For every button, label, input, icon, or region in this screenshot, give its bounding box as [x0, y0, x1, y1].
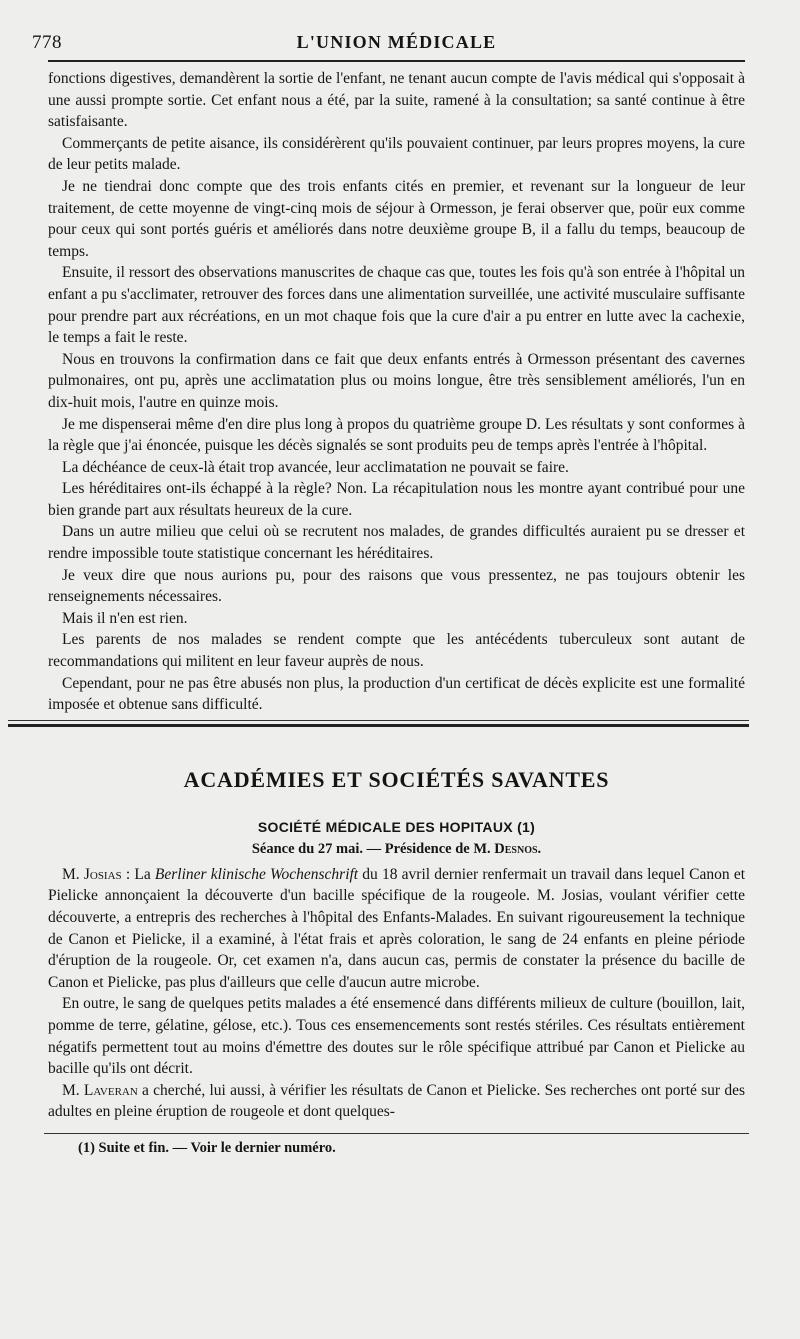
paragraph: fonctions digestives, demandèrent la sortie de l'enfant, ne tenant aucun compte de l'avis médical qui s'opposait à une aussi prompte sortie. Cet enfant nous a été, par la suite, ramené à la consultation; sa santé continue à être satisfaisante. [48, 70, 745, 131]
paragraph: Les parents de nos malades se rendent compte que les antécédents tuberculeux sont autant de recommandations qui militent en leur faveur auprès de nous. [48, 631, 745, 671]
seance-president: Desnos. [494, 840, 542, 857]
text-run: : La [121, 865, 155, 883]
paragraph: Nous en trouvons la confirmation dans ce fait que deux enfants entrés à Ormesson présentant des cavernes pulmonaires, ont pu, après une acclimatation plus ou moins longue, être très sensiblement améliorés, l'un en dix-huit mois, l'autre en quinze mois. [48, 350, 745, 411]
paragraph: Ensuite, il ressort des observations manuscrites de chaque cas que, toutes les fois qu'à son entrée à l'hôpital un enfant a pu s'acclimater, retrouver des forces dans une alimentation surveillée, une activité musculaire suffisante pour prendre part aux récréations, en un mot chaque fois que la cure d'air a pu entrer en lutte avec la cachexie, le temps a fait le reste. [48, 264, 745, 347]
journal-title: L'UNION MÉDICALE [296, 32, 497, 52]
page-number: 778 [32, 32, 62, 53]
paragraph: Je ne tiendrai donc compte que des trois enfants cités en premier, et revenant sur la longueur de leur traitement, de cette moyenne de vingt-cinq mois de séjour à Ormesson, je ferai observer que, poür eux comme pour ceux qui sont portés guéris et améliorés dans notre deuxième groupe B, il a fallu du temps, beaucoup de temps. [48, 177, 745, 260]
seance-line [48, 841, 745, 858]
paragraph: Dans un autre milieu que celui où se recrutent nos malades, de grandes difficultés auraient pu se dresser et rendre impossible toute statistique concernant les héréditaires. [48, 523, 745, 563]
seance-prefix: Séance du 27 mai. — Présidence de M. [251, 840, 491, 857]
paragraph: Je me dispenserai même d'en dire plus long à propos du quatrième groupe D. Les résultats y sont conformes à la règle que j'ai énoncée, puisque les décès signalés se sont produits peu de temps après l'entrée à l'hôpital. [48, 415, 745, 455]
society-title: SOCIÉTÉ MÉDICALE DES HOPITAUX (1) [257, 818, 536, 835]
text-run: a cherché, lui aussi, à vérifier les résultats de Canon et Pielicke. Ses recherches ont porté sur des adultes en pleine éruption de rougeole et dont quelques- [48, 1081, 745, 1121]
paragraph: Cependant, pour ne pas être abusés non plus, la production d'un certificat de décès explicite est une formalité imposée et obtenue sans difficulté. [48, 674, 745, 714]
article-body [48, 68, 745, 716]
paragraph: La déchéance de ceux-là était trop avancée, leur acclimatation ne pouvait se faire. [62, 458, 569, 476]
journal-name: Berliner klinische Wochenschrift [154, 865, 359, 883]
text-run: du 18 avril dernier renfermait un travail dans lequel Canon et Pielicke annonçaient la découverte d'un bacille spécifique de la rougeole. M. Josias, voulant vérifier cette découverte, a entrepris des recherches à l'hôpital des Enfants-Malades. En suivant rigoureusement la technique de Canon et Pielicke, il a examiné, à l'état frais et après coloration, le sang de 24 enfants en pleine période d'éruption de la rougeole. Or, cet examen n'a, dans aucun cas, permis de constater la présence du bacille de Canon et Pielicke, pas plus d'ailleurs que celle d'aucun autre microbe. [48, 865, 746, 991]
session-notes [48, 864, 745, 1123]
paragraph: Je veux dire que nous aurions pu, pour des raisons que vous pressentez, ne pas toujours obtenir les renseignements nécessaires. [48, 566, 745, 606]
paragraph: Commerçants de petite aisance, ils considérèrent qu'ils pouvaient continuer, par leurs propres moyens, la cure de leur petits malade. [48, 134, 745, 174]
footnote: (1) Suite et fin. — Voir le dernier numéro. [78, 1139, 336, 1156]
section-divider [8, 720, 749, 727]
laveran-paragraph [48, 1080, 745, 1123]
paragraph: En outre, le sang de quelques petits malades a été ensemencé dans différents milieux de culture (bouillon, lait, pomme de terre, gélatine, gélose, etc.). Tous ces ensemencements sont restés stériles. Ces résultats entièrement négatifs permettent tout au moins d'émettre des doutes sur le rôle spécifique attribué par Canon et Pielicke au bacille qu'ils ont décrit. [48, 995, 745, 1078]
josias-paragraph [48, 864, 745, 994]
footnote-divider [44, 1133, 749, 1134]
section-heading: ACADÉMIES ET SOCIÉTÉS SAVANTES [183, 766, 610, 792]
paragraph: Mais il n'en est rien. [62, 609, 188, 627]
speaker-name: M. Josias [62, 865, 122, 883]
speaker-name: M. Laveran [62, 1081, 138, 1099]
paragraph: Les héréditaires ont-ils échappé à la règle? Non. La récapitulation nous les montre ayant contribué pour une bien grande part aux résultats heureux de la cure. [48, 480, 745, 519]
page-header [32, 30, 745, 62]
